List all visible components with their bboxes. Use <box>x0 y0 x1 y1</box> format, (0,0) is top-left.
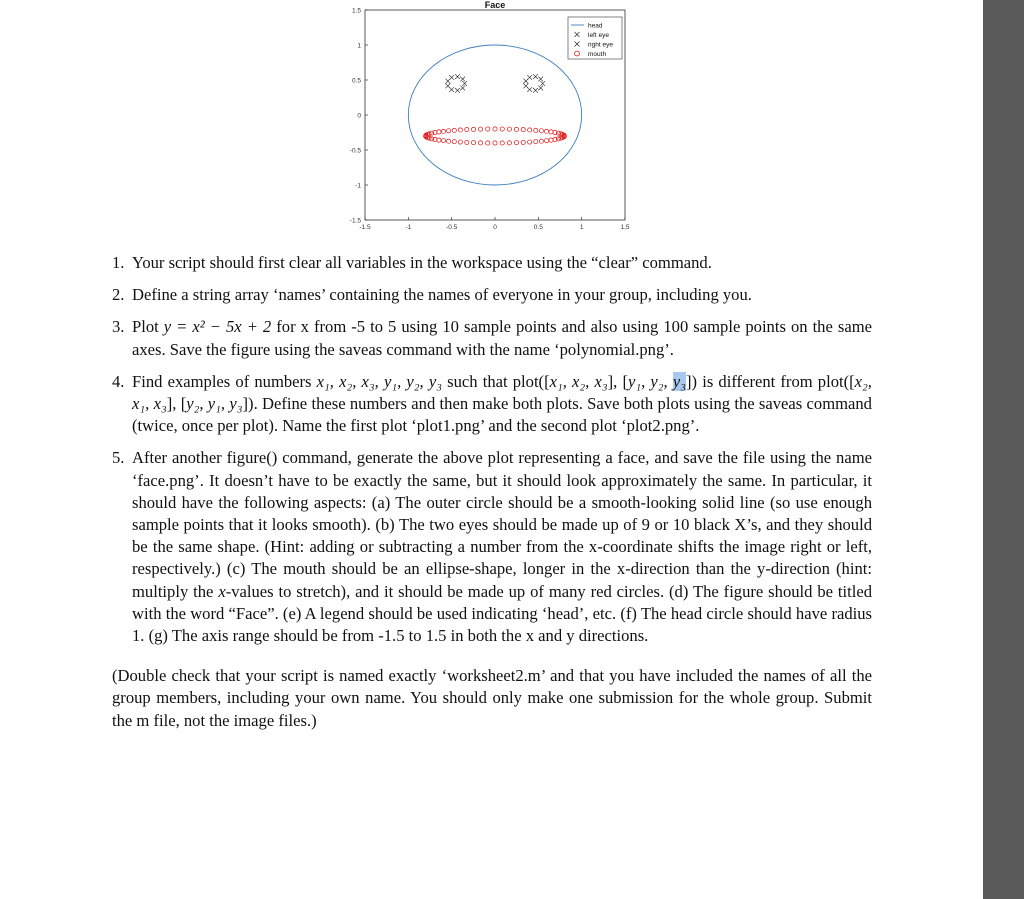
math-expression: x <box>218 581 226 601</box>
text-selection-highlight[interactable]: y₃ <box>672 371 686 391</box>
item-text: Plot <box>132 317 164 337</box>
x-tick-label: 0 <box>493 224 497 231</box>
math-expression: x₂, x₁, x₃ <box>132 371 872 414</box>
item-text: -values to stretch), and it should be made up of many red circles. (d) The figure should be titled with the word “Face”. (e) A legend should be used indicating ‘head’, etc. (f) The head circle should have radius 1. (g) The axis range should be from -1.5 to 1.5 in both the x and y directions. <box>132 581 872 646</box>
item-text: ], [ <box>607 371 628 391</box>
closing-note: (Double check that your script is named exactly ‘worksheet2.m’ and that you have included the names of all the group members, including your own name. You should only make one submission for the whole group. Submit the m file, not the image files.) <box>112 666 872 730</box>
y-tick-label: 1 <box>357 42 361 50</box>
list-item <box>112 284 872 306</box>
face-figure <box>330 0 640 240</box>
y-tick-label: -0.5 <box>349 147 361 155</box>
x-tick-label: 1.5 <box>620 224 630 231</box>
item-text: Your script should first clear all variables in the workspace using the “clear” command. <box>132 253 712 272</box>
x-tick-label: -1 <box>405 224 412 231</box>
item-text: ]). Define these numbers and then make both plots. Save both plots using the saveas command (twice, once per plot). Name the first plot ‘plot1.png’ and the second plot ‘plot2.png’. <box>132 394 872 436</box>
item-text: Define a string array ‘names’ containing the names of everyone in your group, including you. <box>132 285 752 305</box>
y-tick-label: 1.5 <box>351 7 361 15</box>
legend-label: head <box>588 22 603 30</box>
item-text: ], [ <box>166 394 187 414</box>
legend-label: mouth <box>588 50 607 58</box>
list-item <box>112 447 872 647</box>
item-number: 5. <box>112 448 125 468</box>
item-text: for x from -5 to 5 using 10 sample points and also using 100 sample points on the same axes. Save the figure using the saveas command with the name ‘polynomial.png’. <box>132 317 872 359</box>
scrollbar[interactable] <box>983 0 1024 899</box>
x-tick-label: -0.5 <box>446 224 458 231</box>
item-text: ]) is different from plot([ <box>686 371 855 391</box>
item-text: After another figure() command, generate the above plot representing a face, and save the file using the name ‘face.png’. It doesn’t have to be exactly the same, but it should look approximately the same. In particular, it should have the following aspects: (a) The outer circle should be a smooth-looking solid line (so use enough sample points that it looks smooth). (b) The two eyes should be made up of 9 or 10 black X’s, and they should be the same shape. (Hint: adding or subtracting a number from the x-coordinate shifts the image right or left, respectively.) (c) The mouth should be an ellipse-shape, longer in the x-direction than the y-direction (hint: multiply the <box>132 448 872 601</box>
item-text: Find examples of numbers <box>132 371 317 391</box>
item-number: 3. <box>112 317 125 337</box>
item-number: 1. <box>112 253 125 272</box>
y-tick-label: 0.5 <box>351 77 361 85</box>
x-tick-label: 0.5 <box>533 224 543 231</box>
math-expression: x₁, x₂, x₃ <box>549 371 608 391</box>
y-tick-label: 0 <box>357 112 361 120</box>
x-tick-label: -1.5 <box>359 224 371 231</box>
legend-label: left eye <box>588 31 609 39</box>
math-expression: y₂, y₁, y₃ <box>186 394 243 414</box>
list-item <box>112 252 872 274</box>
math-expression: y₁, y₂, <box>627 371 673 391</box>
instruction-list <box>112 252 872 647</box>
math-expression: y = x² − 5x + 2 <box>163 317 272 337</box>
legend-label: right eye <box>588 41 613 49</box>
item-number: 4. <box>112 371 125 391</box>
math-expression: x₁, x₂, x₃, y₁, y₂, y₃ <box>316 371 442 391</box>
x-tick-label: 1 <box>579 224 584 231</box>
list-item <box>112 371 872 438</box>
assignment-text <box>112 252 872 748</box>
chart-title: Face <box>484 0 506 10</box>
face-plot <box>330 0 640 240</box>
y-tick-label: -1.5 <box>349 217 361 225</box>
y-tick-label: -1 <box>355 182 361 190</box>
item-text: such that plot([ <box>441 371 550 391</box>
list-item <box>112 316 872 360</box>
item-number: 2. <box>112 285 125 305</box>
